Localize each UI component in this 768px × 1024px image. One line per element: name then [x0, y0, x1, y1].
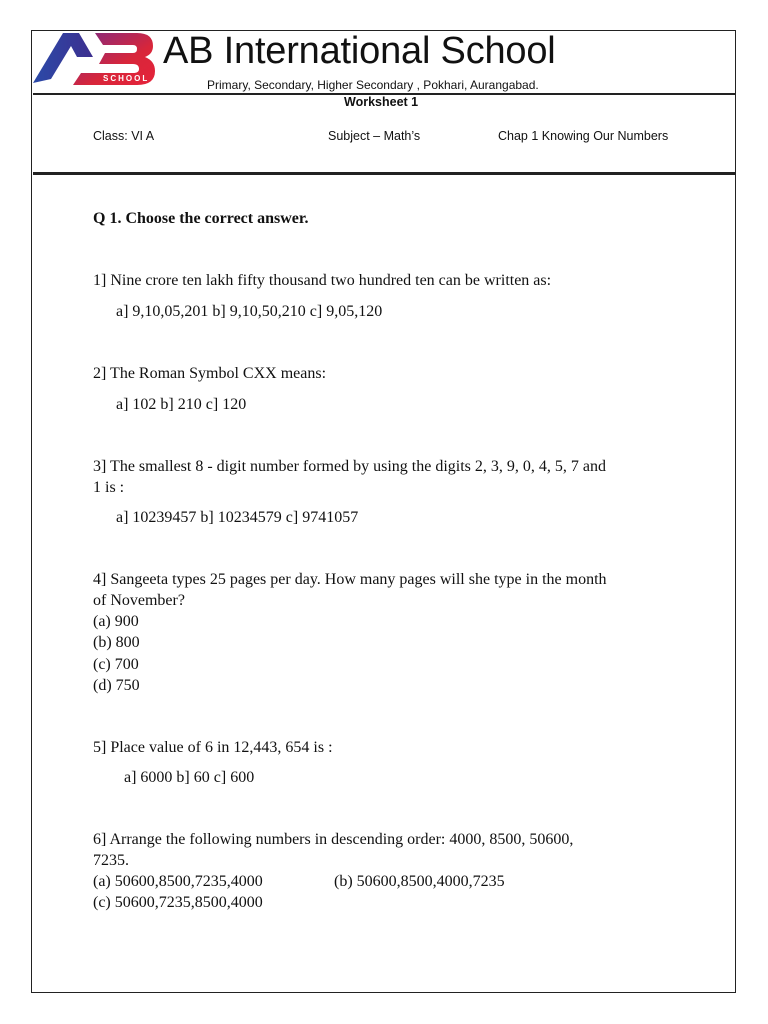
logo-text: SCHOOL: [103, 74, 150, 83]
question-2-text: 2] The Roman Symbol CXX means:: [93, 365, 327, 382]
question-3-options: a] 10239457 b] 10234579 c] 9741057: [116, 509, 359, 526]
question-6-option-a: (a) 50600,8500,7235,4000: [93, 873, 263, 890]
question-1-options: a] 9,10,05,201 b] 9,10,50,210 c] 9,05,120: [116, 303, 383, 320]
question-4-text: 4] Sangeeta types 25 pages per day. How many pages will she type in the month: [93, 571, 607, 588]
school-logo: [33, 31, 157, 87]
school-name: AB International School: [163, 30, 556, 72]
header-rule-bottom: [33, 172, 736, 175]
question-4-text-cont: of November?: [93, 592, 185, 609]
question-4-option-d: (d) 750: [93, 677, 140, 694]
question-6-option-c: (c) 50600,7235,8500,4000: [93, 894, 263, 911]
question-4-option-c: (c) 700: [93, 656, 139, 673]
question-6-text-cont: 7235.: [93, 852, 129, 869]
chapter-label: Chap 1 Knowing Our Numbers: [498, 129, 669, 143]
question-6-option-b: (b) 50600,8500,4000,7235: [334, 873, 505, 890]
question-4-option-a: (a) 900: [93, 613, 139, 630]
question-5-text: 5] Place value of 6 in 12,443, 654 is :: [93, 739, 333, 756]
worksheet-title: Worksheet 1: [344, 95, 419, 109]
class-label: Class: VI A: [93, 129, 155, 143]
subject-label: Subject – Math’s: [328, 129, 421, 143]
question-6-text: 6] Arrange the following numbers in descending order: 4000, 8500, 50600,: [93, 831, 574, 848]
section-heading: Q 1. Choose the correct answer.: [93, 210, 309, 227]
question-2-options: a] 102 b] 210 c] 120: [116, 396, 247, 413]
question-4-option-b: (b) 800: [93, 634, 140, 651]
school-address: Primary, Secondary, Higher Secondary , Pokhari, Aurangabad.: [207, 78, 539, 92]
question-3-text: 3] The smallest 8 - digit number formed by using the digits 2, 3, 9, 0, 4, 5, 7 and: [93, 458, 606, 475]
question-3-text-cont: 1 is :: [93, 479, 125, 496]
question-5-options: a] 6000 b] 60 c] 600: [124, 769, 255, 786]
question-1-text: 1] Nine crore ten lakh fifty thousand two hundred ten can be written as:: [93, 272, 552, 289]
